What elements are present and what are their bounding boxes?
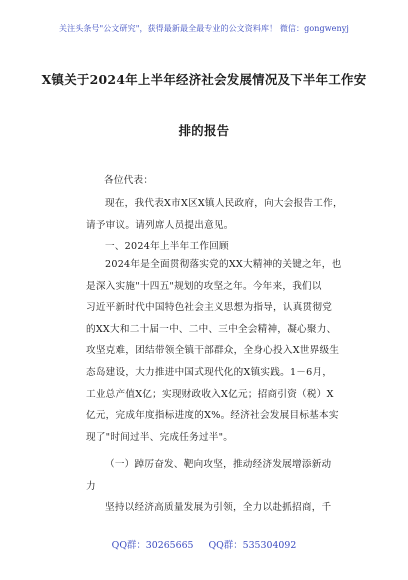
main-line: 态岛建设，大力推进中国式现代化的X镇实践。1－6月，	[86, 366, 333, 378]
main-line: 攻坚克难，团结带领全镇干部群众，全身心投入X世界级生	[86, 345, 340, 357]
main-line: 2024年是全面贯彻落实党的XX大精神的关键之年，也	[105, 259, 342, 270]
footer-contacts	[0, 537, 408, 551]
intro-line: 现在，我代表X市X区X镇人民政府，向大会报告工作，	[105, 198, 343, 209]
main-line: 现了"时间过半、完成任务过半"。	[86, 431, 234, 443]
section-heading-review: 一、2024年上半年工作回顾	[105, 241, 229, 253]
intro-paragraph	[86, 193, 356, 258]
report-title-line-1: X镇关于2024年上半年经济社会发展情况及下半年工作安	[41, 72, 367, 87]
main-line: 亿元，完成年度指标进度的X%。经济社会发展目标基本实	[86, 410, 339, 422]
footer-qq-group-2: QQ群：535304092	[208, 540, 297, 551]
last-paragraph	[86, 497, 356, 519]
header-promo-note: 关注头条号"公文研究"，获得最新最全最专业的公文资料库！ 微信：gongwenyj	[59, 24, 349, 33]
last-line: 坚持以经济高质量发展为引领，全力以赴抓招商，千	[105, 502, 332, 513]
footer-qq-group-1: QQ群：30265665	[111, 540, 194, 551]
main-line: 习近平新时代中国特色社会主义思想为指导，认真贯彻党	[86, 302, 333, 314]
main-line: 工业总产值X亿；实现财政收入X亿元；招商引资（税）X	[86, 388, 334, 400]
salutation: 各位代表：	[104, 175, 154, 186]
main-paragraph	[86, 254, 356, 448]
subsection-heading-line: （一）踔厉奋发、靶向攻坚，推动经济发展增添新动	[105, 459, 332, 470]
subsection-heading-line: 力	[86, 480, 96, 492]
main-line: 是深入实施"十四五"规划的攻坚之年。今年来，我们以	[86, 280, 322, 292]
subsection-heading	[86, 454, 356, 497]
report-title-line-2: 排的报告	[178, 123, 230, 138]
intro-line: 请予审议。请列席人员提出意见。	[86, 219, 234, 231]
main-line: 的XX大和二十届一中、二中、三中全会精神，凝心聚力、	[86, 323, 337, 335]
